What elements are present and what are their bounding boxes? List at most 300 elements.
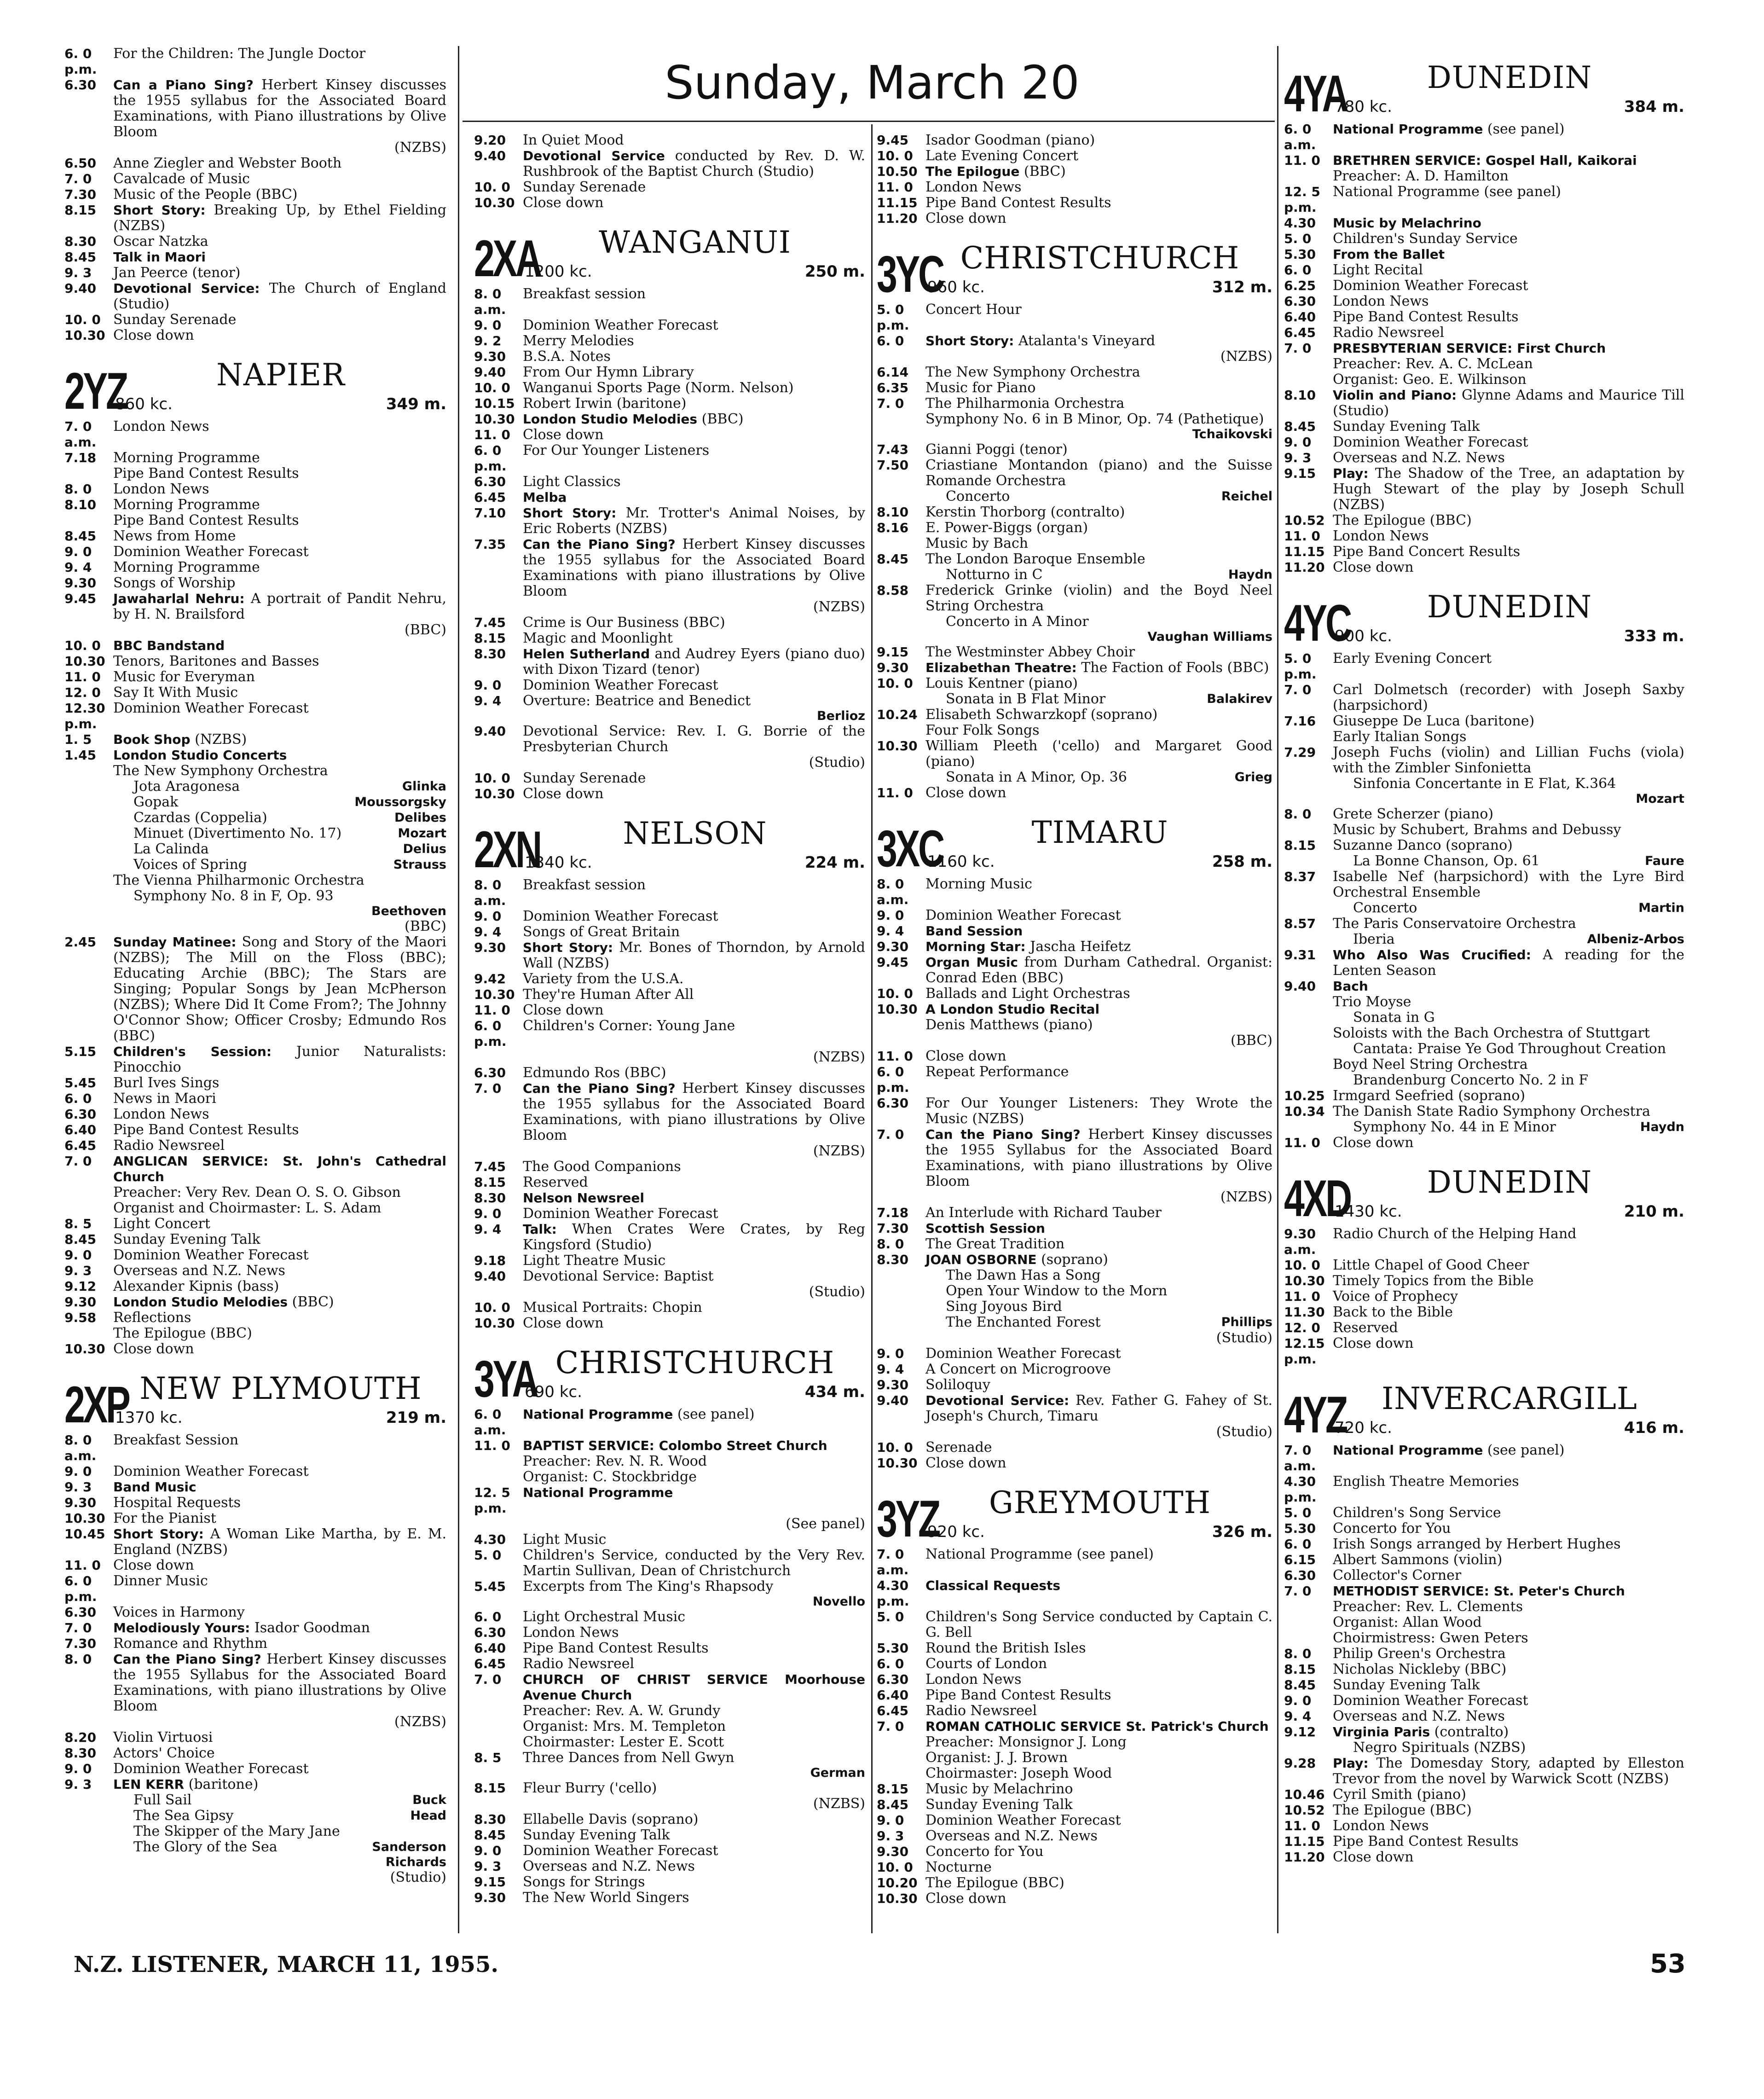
programme-credit: (Studio) — [809, 1284, 865, 1300]
programme-credit: (NZBS) — [813, 1143, 865, 1159]
programme-text — [925, 1096, 1272, 1127]
programme-text — [523, 1316, 865, 1331]
programme-text — [523, 148, 865, 180]
station-wavelength: 250 m. — [804, 262, 865, 281]
programme-time: 11. 0 — [64, 669, 101, 684]
programme-description: Pipe Band Contest Results — [1333, 1833, 1519, 1850]
programme-text — [925, 195, 1272, 211]
programme-description: Serenade — [925, 1439, 992, 1455]
programme-detail: Music by Schubert, Brahms and Debussy — [1333, 822, 1621, 838]
programme-item — [877, 707, 1272, 723]
work-composer: Grieg — [1234, 770, 1272, 784]
station-header — [474, 1345, 865, 1408]
programme-text — [1333, 1709, 1684, 1724]
programme-time: 9. 3 — [64, 265, 92, 280]
programme-item — [474, 924, 865, 940]
programme-text — [925, 1377, 1272, 1393]
programme-description: (see panel) — [673, 1406, 755, 1422]
work-title: Iberia — [1353, 931, 1395, 947]
programme-work — [64, 1839, 446, 1855]
programme-description: Hospital Requests — [113, 1495, 241, 1511]
programme-time: 8.45 — [1284, 1677, 1316, 1693]
programme-time: 9.40 — [64, 281, 97, 296]
programme-time: 9. 0 — [1284, 1693, 1312, 1708]
programme-time: 8.30 — [64, 234, 97, 249]
programme-text — [523, 286, 865, 318]
programme-title: Can the Piano Sing? — [113, 1652, 261, 1667]
programme-text — [1333, 1646, 1684, 1662]
programme-description: Voice of Prophecy — [1333, 1288, 1458, 1305]
programme-time: 10.30 — [474, 1316, 515, 1331]
programme-description: Reserved — [1333, 1320, 1398, 1336]
programme-time: 9. 0 — [64, 544, 92, 559]
programme-time: 10.30 — [64, 1511, 105, 1526]
programme-time: 8. 5 — [474, 1750, 502, 1765]
programme-description: Irmgard Seefried (soprano) — [1333, 1088, 1526, 1104]
programme-item — [64, 497, 446, 513]
programme-text — [925, 923, 1272, 939]
work-composer: Haydn — [1640, 1120, 1684, 1134]
programme-text — [1333, 215, 1684, 231]
programme-text — [1333, 916, 1684, 932]
programme-description: For Our Younger Listeners — [523, 442, 710, 458]
programme-time: 7. 0 a.m. — [64, 419, 97, 450]
programme-credit: (BBC) — [1230, 1032, 1272, 1049]
programme-description: conducted by Rev. D. W. Rushbrook of the Baptist Church (Studio) — [523, 148, 865, 180]
work-title: La Bonne Chanson, Op. 61 — [1353, 853, 1540, 869]
programme-text — [925, 1578, 1272, 1609]
programme-item — [877, 660, 1272, 676]
programme-item — [877, 1891, 1272, 1907]
programme-text — [1333, 388, 1684, 419]
programme-time: 9.40 — [474, 724, 506, 739]
programme-time: 5. 0 — [474, 1548, 502, 1563]
programme-text — [113, 450, 446, 466]
work-title: Sonata in B Flat Minor — [946, 691, 1106, 707]
programme-description: The Faction of Fools (BBC) — [1076, 660, 1269, 676]
programme-item — [1284, 388, 1684, 419]
programme-title: A London Studio Recital — [925, 1002, 1100, 1017]
programme-text — [925, 738, 1272, 770]
programme-description: Oscar Natzka — [113, 233, 208, 249]
programme-item — [877, 583, 1272, 614]
programme-detail: Preacher: Rev. A. W. Grundy — [523, 1703, 721, 1719]
station-header — [1284, 1165, 1684, 1227]
programme-item — [1284, 1273, 1684, 1289]
programme-description: Radio Newsreel — [1333, 325, 1445, 341]
programme-work — [1284, 1740, 1684, 1756]
programme-time: 6. 0 — [877, 333, 904, 348]
programme-time: 10. 0 — [64, 312, 101, 327]
programme-item — [64, 265, 446, 281]
programme-text — [1333, 947, 1684, 979]
programme-text — [113, 281, 446, 312]
programme-detail: Choirmaster: Lester E. Scott — [523, 1734, 724, 1750]
programme-text — [1333, 184, 1684, 215]
programme-description: Dominion Weather Forecast — [925, 907, 1121, 923]
programme-item — [64, 419, 446, 450]
programme-item — [877, 644, 1272, 660]
programme-item — [877, 876, 1272, 908]
station-header — [877, 1485, 1272, 1548]
programme-text — [1333, 1787, 1684, 1803]
programme-time: 11. 0 — [1284, 528, 1320, 544]
programme-description: Dominion Weather Forecast — [113, 700, 309, 716]
programme-time: 6.50 — [64, 156, 97, 171]
programme-time: 9. 3 — [1284, 450, 1312, 465]
programme-time: 8.10 — [1284, 388, 1316, 403]
station-frequency: 780 kc. — [1335, 98, 1392, 116]
programme-text — [1333, 979, 1684, 994]
programme-text — [925, 660, 1272, 676]
programme-time: 10.30 — [64, 654, 105, 669]
programme-time: 4.30 — [474, 1532, 506, 1547]
programme-time: 10.20 — [877, 1875, 918, 1890]
programme-text — [925, 1547, 1272, 1578]
station-frequency: 720 kc. — [1335, 1419, 1392, 1437]
programme-description: Light Orchestral Music — [523, 1609, 686, 1625]
programme-time: 10. 0 — [877, 1860, 913, 1875]
programme-description: The Shadow of the Tree, an adaptation by Hugh Stewart of the play by Joseph Schull (NZBS) — [1333, 465, 1684, 513]
programme-title: National Programme — [1333, 1443, 1483, 1458]
programme-description: National Programme (see panel) — [925, 1546, 1154, 1562]
programme-item — [877, 1377, 1272, 1393]
programme-text — [113, 77, 446, 140]
programme-description: Grete Scherzer (piano) — [1333, 806, 1494, 822]
programme-description: Light Theatre Music — [523, 1252, 666, 1269]
programme-time: 6.30 — [1284, 1568, 1316, 1583]
programme-text — [925, 1455, 1272, 1471]
programme-item — [474, 1548, 865, 1579]
programme-composer: German — [810, 1766, 865, 1780]
programme-time: 6.40 — [877, 1687, 909, 1703]
programme-title: Can a Piano Sing? — [113, 77, 254, 93]
work-title: The Enchanted Forest — [946, 1314, 1101, 1330]
programme-description: Music for Piano — [925, 380, 1036, 396]
programme-time: 9. 4 — [1284, 1709, 1312, 1724]
programme-time: 11. 0 — [877, 180, 913, 195]
programme-detail: Trio Moyse — [1333, 994, 1411, 1010]
programme-item — [877, 1252, 1272, 1268]
station-city: DUNEDIN — [1427, 60, 1592, 95]
programme-time: 9. 0 — [64, 1247, 92, 1263]
programme-item — [1284, 869, 1684, 900]
programme-title: Book Shop — [113, 732, 191, 747]
work-title: Concerto — [1353, 900, 1417, 916]
programme-description: Say It With Music — [113, 684, 238, 701]
programme-text — [113, 1075, 446, 1091]
programme-description: Light Classics — [523, 474, 621, 490]
programme-time: 4.30 p.m. — [1284, 1474, 1317, 1505]
programme-title: Violin and Piano: — [1333, 388, 1457, 403]
programme-description: Close down — [523, 195, 604, 211]
programme-time: 5.30 — [1284, 1521, 1316, 1536]
programme-text — [1333, 544, 1684, 560]
programme-description: The New Symphony Orchestra — [925, 364, 1140, 380]
programme-time: 6.30 — [1284, 294, 1316, 309]
programme-description: A Concert on Microgroove — [925, 1361, 1111, 1377]
programme-credit: (NZBS) — [813, 1796, 865, 1812]
programme-time: 12.30 p.m. — [64, 701, 105, 731]
programme-description: Kerstin Thorborg (contralto) — [925, 504, 1125, 520]
programme-description: Wanganui Sports Page (Norm. Nelson) — [523, 380, 794, 396]
programme-credit: (Studio) — [390, 1869, 446, 1885]
programme-title: BBC Bandstand — [113, 638, 225, 653]
programme-item — [1284, 682, 1684, 713]
programme-item — [64, 1138, 446, 1154]
programme-description: For the Pianist — [113, 1510, 216, 1526]
station-frequency: 690 kc. — [525, 1383, 582, 1401]
programme-text — [523, 490, 865, 505]
programme-title: Helen Sutherland — [523, 646, 650, 661]
programme-description: Philip Green's Orchestra — [1333, 1646, 1506, 1662]
programme-item — [64, 1279, 446, 1294]
programme-description: London News — [523, 1624, 619, 1641]
column-3 — [877, 133, 1272, 1907]
work-title: Concerto — [946, 488, 1010, 504]
programme-text — [523, 1859, 865, 1874]
programme-text — [523, 771, 865, 786]
programme-item — [1284, 1693, 1684, 1709]
work-title: The Dawn Has a Song — [946, 1267, 1101, 1283]
programme-time: 8.10 — [877, 504, 909, 520]
programme-item — [1284, 1289, 1684, 1305]
work-title: Minuet (Divertimento No. 17) — [133, 825, 342, 841]
programme-time: 5. 0 p.m. — [1284, 651, 1317, 682]
programme-time: 9.40 — [1284, 979, 1316, 994]
programme-text — [523, 1081, 865, 1143]
station-frequency: 920 kc. — [927, 1523, 985, 1541]
station-call-sign: 3YA — [474, 1350, 537, 1408]
station-call-sign: 2XN — [474, 821, 540, 878]
programme-item — [1284, 1104, 1684, 1119]
programme-description: E. Power-Biggs (organ) — [925, 520, 1088, 536]
programme-title: Virginia Paris — [1333, 1724, 1430, 1740]
programme-text — [523, 1874, 865, 1890]
programme-text — [1333, 122, 1684, 153]
programme-detail: Denis Matthews (piano) — [925, 1017, 1093, 1033]
programme-text — [1333, 1443, 1684, 1474]
page-title: Sunday, March 20 — [665, 56, 1080, 110]
programme-description: (contralto) — [1430, 1724, 1509, 1740]
work-title: The Skipper of the Mary Jane — [133, 1823, 340, 1839]
programme-description: Burl Ives Sings — [113, 1075, 220, 1091]
programme-item — [877, 955, 1272, 986]
programme-time: 11. 0 — [474, 1003, 510, 1018]
programme-item — [474, 1672, 865, 1703]
programme-time: 6.45 — [877, 1703, 909, 1718]
programme-time: 10.50 — [877, 164, 918, 179]
programme-title: CHURCH OF CHRIST SERVICE Moorhouse Avenue Church — [523, 1672, 865, 1703]
programme-description: Close down — [523, 1002, 604, 1018]
programme-item — [474, 490, 865, 505]
programme-description: Dominion Weather Forecast — [523, 908, 718, 924]
programme-time: 9.40 — [474, 1269, 506, 1284]
programme-time: 9.12 — [64, 1279, 97, 1294]
programme-time: 8.30 — [877, 1252, 909, 1267]
programme-item — [1284, 1677, 1684, 1693]
work-title: Sonata in A Minor, Op. 36 — [946, 769, 1127, 785]
programme-text — [1333, 1662, 1684, 1677]
programme-item — [64, 1107, 446, 1122]
programme-item — [1284, 1850, 1684, 1865]
programme-time: 6. 0 — [474, 1609, 502, 1624]
programme-time: 9. 0 — [474, 1843, 502, 1858]
programme-item — [1284, 435, 1684, 450]
programme-item — [877, 333, 1272, 349]
programme-credit: (NZBS) — [394, 1714, 446, 1730]
programme-time: 9. 4 — [877, 923, 904, 939]
work-title: Full Sail — [133, 1792, 192, 1808]
programme-item — [474, 1532, 865, 1548]
programme-description: Albert Sammons (violin) — [1333, 1552, 1503, 1568]
station-city: WANGANUI — [599, 225, 791, 260]
programme-description: B.S.A. Notes — [523, 348, 611, 365]
programme-item — [1284, 247, 1684, 262]
programme-time: 10. 0 — [474, 1300, 510, 1315]
work-title: Cantata: Praise Ye God Throughout Creation — [1353, 1041, 1666, 1057]
programme-description: The Good Companions — [523, 1159, 681, 1175]
station-city: DUNEDIN — [1427, 589, 1592, 625]
station-city: DUNEDIN — [1427, 1165, 1592, 1200]
programme-work — [64, 1824, 446, 1839]
programme-work — [877, 1268, 1272, 1283]
programme-text — [925, 1828, 1272, 1844]
programme-time: 6. 0 — [1284, 1537, 1312, 1552]
station-frequency: 960 kc. — [927, 278, 985, 296]
programme-description: London News — [1333, 293, 1429, 309]
programme-detail: Organist: Mrs. M. Templeton — [523, 1718, 726, 1734]
programme-description: Fleur Burry ('cello) — [523, 1780, 657, 1796]
work-title: Symphony No. 44 in E Minor — [1353, 1119, 1556, 1135]
programme-description: Voices in Harmony — [113, 1604, 245, 1620]
programme-text — [523, 1018, 865, 1050]
programme-text — [523, 380, 865, 396]
programme-item — [877, 1127, 1272, 1189]
programme-item — [1284, 1552, 1684, 1568]
programme-time: 5.30 — [877, 1641, 909, 1656]
programme-item — [877, 1440, 1272, 1455]
programme-text — [1333, 1521, 1684, 1537]
programme-time: 9.40 — [474, 365, 506, 380]
programme-description: London News — [925, 1671, 1022, 1687]
column-1 — [64, 46, 446, 1885]
programme-text — [925, 785, 1272, 801]
programme-item — [474, 786, 865, 802]
programme-title: Talk: — [523, 1222, 557, 1237]
programme-item — [1284, 1305, 1684, 1320]
programme-text — [113, 1573, 446, 1605]
programme-time: 6. 0 a.m. — [1284, 122, 1316, 152]
work-title: Gopak — [133, 794, 179, 810]
station-info — [115, 359, 446, 414]
programme-detail: Preacher: Rev. N. R. Wood — [523, 1453, 707, 1469]
station-wavelength: 416 m. — [1624, 1419, 1684, 1437]
programme-description: Frederick Grinke (violin) and the Boyd Neel String Orchestra — [925, 582, 1272, 614]
programme-time: 8. 0 a.m. — [64, 1432, 97, 1463]
programme-item — [1284, 1646, 1684, 1662]
programme-text — [523, 786, 865, 802]
programme-time: 5. 0 p.m. — [877, 302, 909, 333]
work-composer: Reichel — [1221, 489, 1272, 504]
programme-text — [523, 940, 865, 971]
programme-work — [1284, 1073, 1684, 1088]
programme-text — [925, 551, 1272, 567]
programme-time: 7.30 — [64, 1636, 97, 1651]
programme-text — [113, 575, 446, 591]
programme-item — [877, 1393, 1272, 1424]
programme-title: Bach — [1333, 979, 1368, 994]
programme-text — [1333, 713, 1684, 729]
work-title: Notturno in C — [946, 567, 1043, 583]
programme-detail: Organist and Choirmaster: L. S. Adam — [113, 1200, 382, 1216]
programme-text — [523, 505, 865, 537]
programme-description: Reserved — [523, 1174, 588, 1190]
programme-title: Devotional Service: — [113, 281, 260, 296]
programme-text — [1333, 1537, 1684, 1552]
programme-item — [877, 738, 1272, 770]
programme-item — [64, 481, 446, 497]
programme-description: Breakfast session — [523, 877, 646, 893]
programme-description: Dominion Weather Forecast — [113, 544, 309, 560]
programme-text — [925, 876, 1272, 908]
programme-time: 6.30 — [474, 1625, 506, 1640]
programme-description: Dominion Weather Forecast — [1333, 1693, 1528, 1709]
programme-description: Late Evening Concert — [925, 148, 1079, 164]
programme-time: 10. 0 — [64, 638, 101, 653]
programme-text — [925, 458, 1272, 489]
programme-item — [877, 1346, 1272, 1362]
programme-title: Can the Piano Sing? — [523, 537, 676, 552]
programme-item — [877, 939, 1272, 955]
programme-item — [877, 1221, 1272, 1236]
programme-title: Music by Melachrino — [1333, 215, 1481, 231]
programme-item — [474, 646, 865, 678]
programme-item — [1284, 1709, 1684, 1724]
work-composer: Glinka — [402, 779, 446, 794]
programme-title: Melba — [523, 490, 567, 505]
programme-work — [877, 1283, 1272, 1299]
programme-description: Dominion Weather Forecast — [523, 1843, 718, 1859]
station-header — [474, 225, 865, 287]
station-info — [927, 242, 1272, 297]
programme-item — [474, 724, 865, 755]
work-composer: Balakirev — [1207, 692, 1272, 706]
column-divider-2 — [871, 124, 873, 1933]
programme-description: Song and Story of the Maori (NZBS); The Mill on the Floss (BBC); Educating Archie (BBC); The Stars are Singing; Popular Songs by Jean McPherson (NZBS); Where Did It Come From?; The Johnny O'Connor Show; Officer Crosby; Edmundo Ros (BBC) — [113, 934, 446, 1044]
station-header — [877, 815, 1272, 877]
programme-detail: Symphony No. 6 in B Minor, Op. 74 (Pathetique) — [925, 411, 1264, 427]
programme-time: 6.45 — [64, 1138, 97, 1153]
programme-description: An Interlude with Richard Tauber — [925, 1205, 1162, 1221]
programme-item — [64, 1620, 446, 1636]
station-call-sign: 4YA — [1284, 65, 1347, 122]
station-call-sign: 3YC — [877, 245, 943, 303]
work-composer: Delius — [403, 842, 446, 856]
programme-title: London Studio Melodies — [113, 1294, 288, 1310]
programme-item — [1284, 838, 1684, 853]
programme-time: 9. 0 — [474, 678, 502, 693]
programme-text — [1333, 1803, 1684, 1818]
programme-time: 12.15 p.m. — [1284, 1336, 1325, 1367]
programme-item — [474, 286, 865, 318]
programme-description: Pipe Band Contest Results — [113, 1122, 299, 1138]
programme-detail: The Epilogue (BBC) — [113, 1325, 252, 1341]
programme-title: LEN KERR — [113, 1777, 185, 1792]
programme-description: Sunday Evening Talk — [1333, 1677, 1480, 1693]
programme-description: Anne Ziegler and Webster Booth — [113, 155, 342, 171]
programme-description: Jan Peerce (tenor) — [113, 265, 241, 281]
